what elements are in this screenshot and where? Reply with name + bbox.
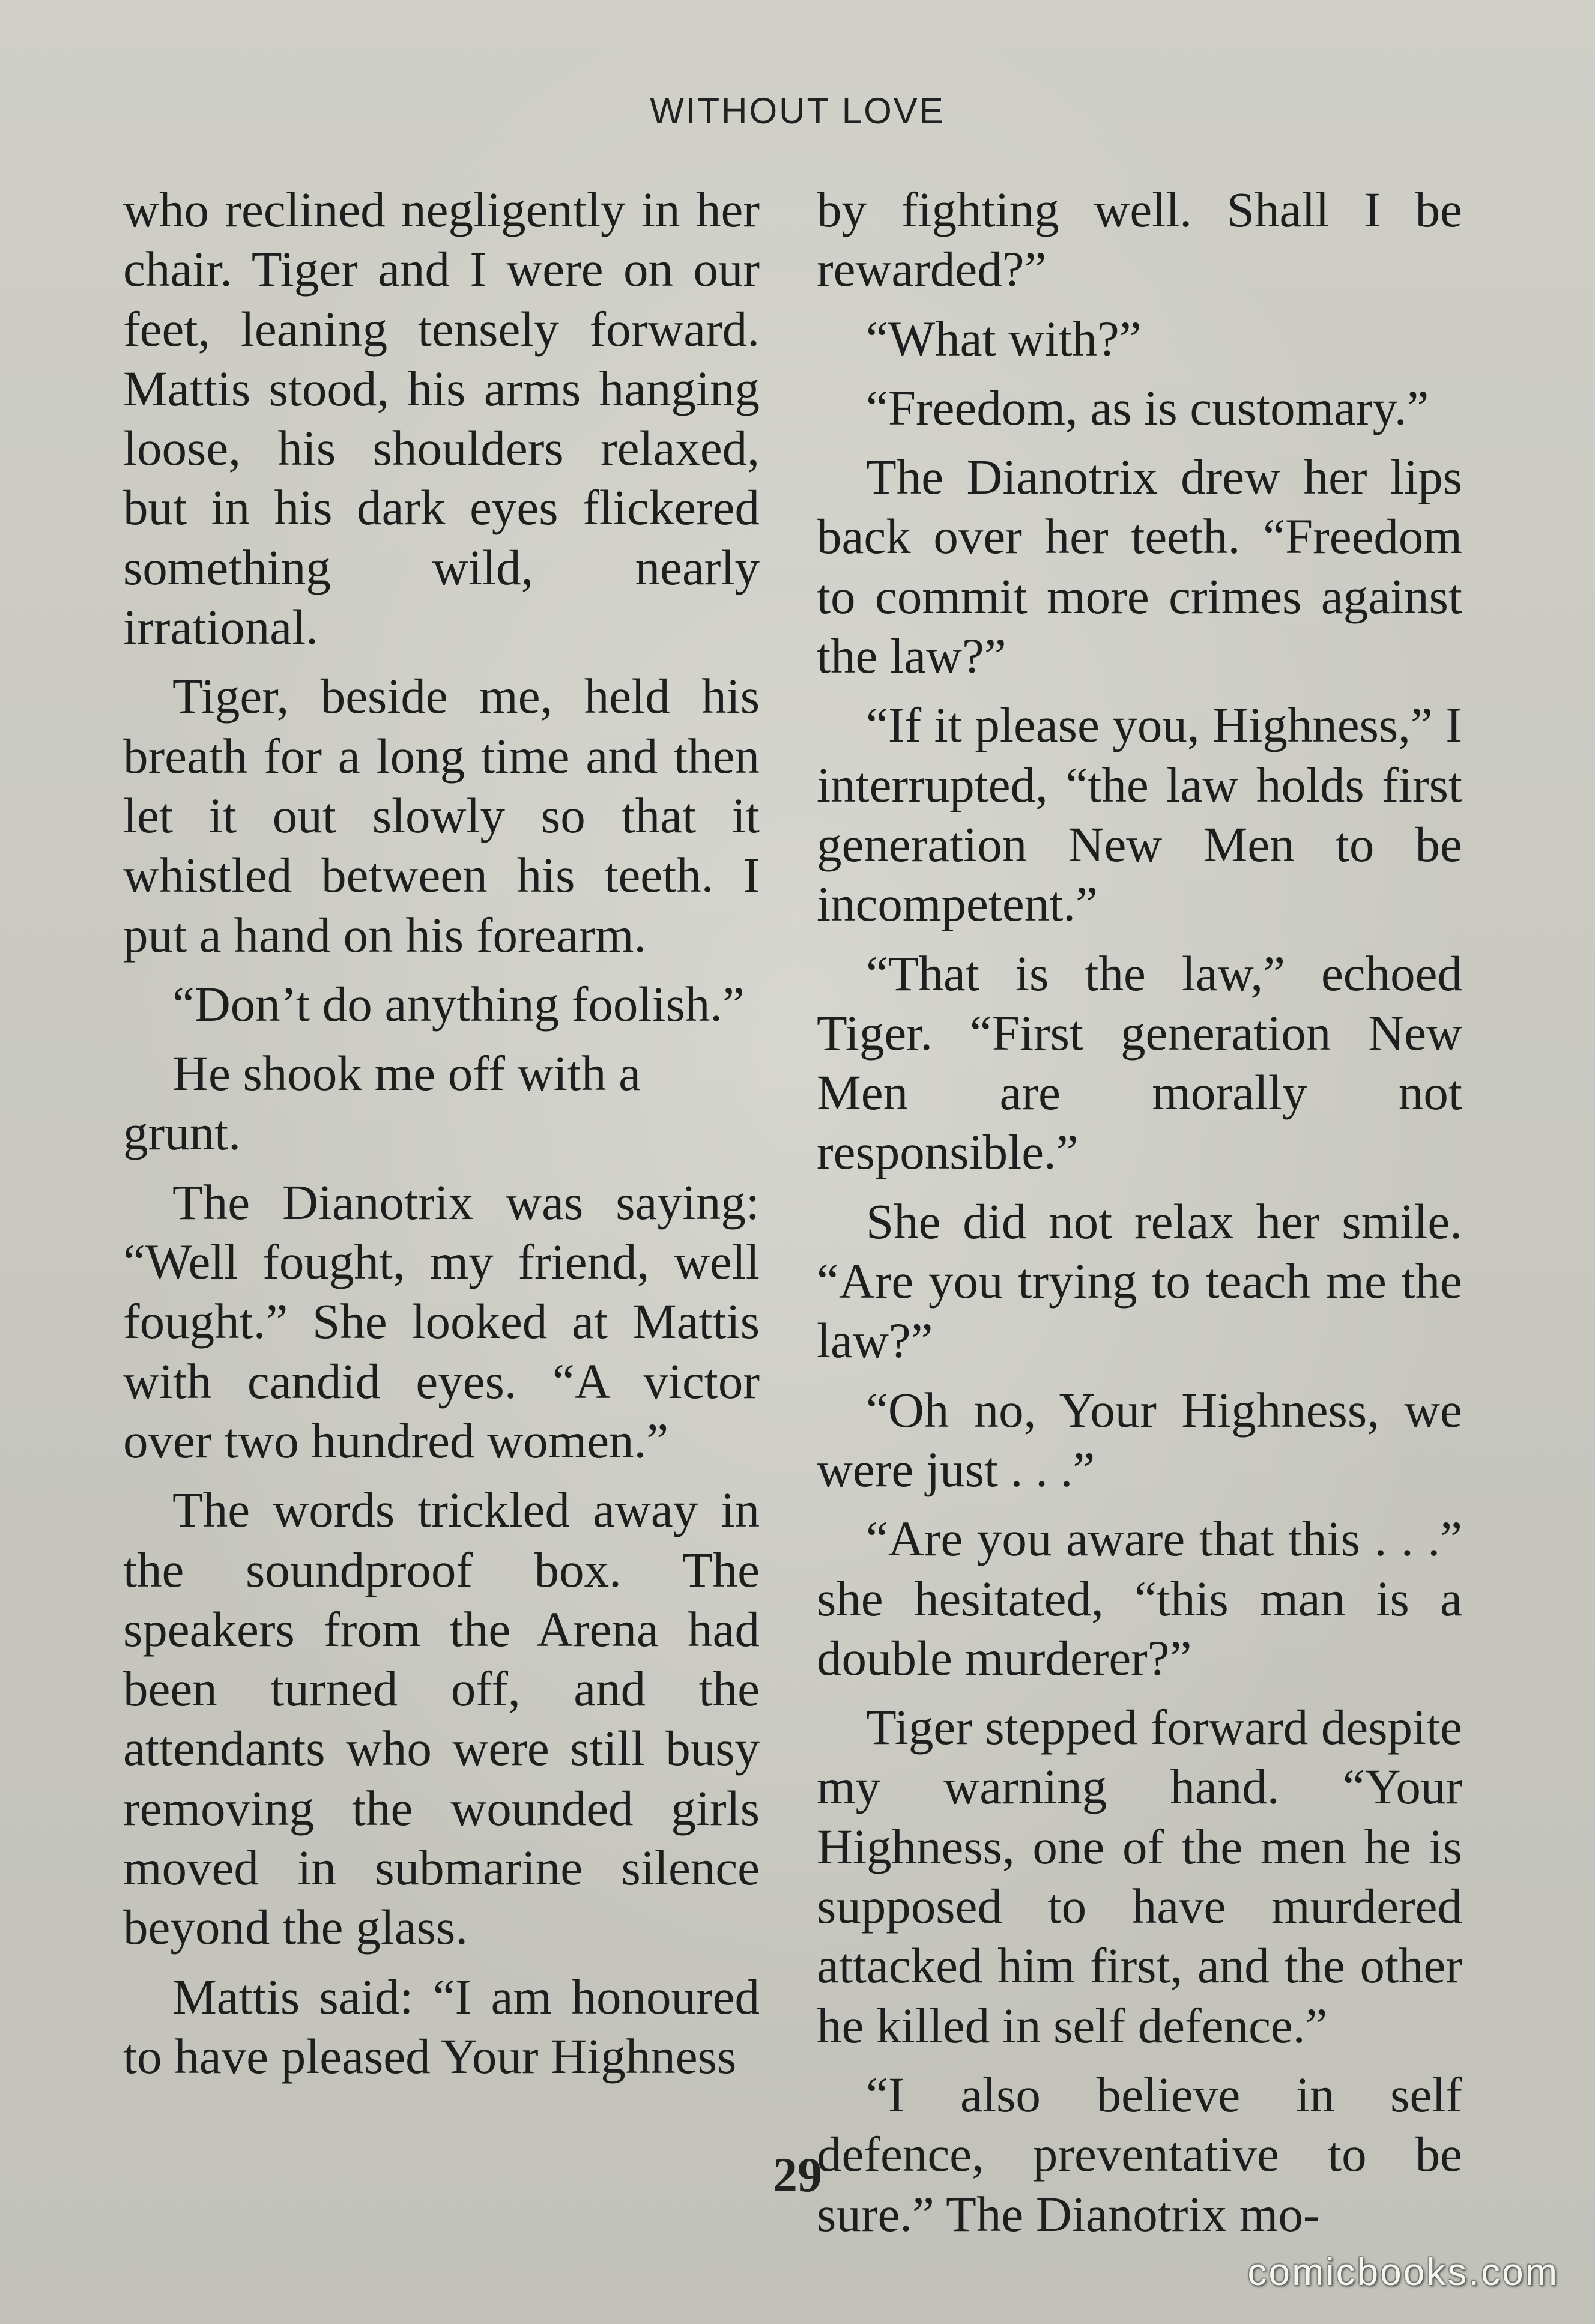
paragraph: She did not relax her smile. “Are you trying to teach me the law?” (817, 1193, 1462, 1369)
paragraph: “Freedom, as is customary.” (866, 380, 1429, 435)
paragraph: “What with?” (866, 310, 1142, 366)
right-column (817, 180, 1462, 2254)
paragraph: He shook me off with a grunt. (123, 1045, 641, 1161)
paragraph: The words trickled away in the soundproof box. The speakers from the Arena had been turned off, and the attendants who were still busy removing the wounded girls moved in submarine silence beyond the glass. (123, 1482, 760, 1955)
paragraph: “Don’t do anything foolish.” (172, 976, 745, 1032)
paragraph: “That is the law,” echoed Tiger. “First generation New Men are morally not responsible.” (817, 945, 1462, 1180)
running-head: WITHOUT LOVE (650, 91, 945, 131)
paragraph: who reclined negligently in her chair. Tiger and I were on our feet, leaning tensely forward. Mattis stood, his arms hanging loose, his shoulders relaxed, but in his dark eyes flickered something wild, nearly irrational. (123, 182, 760, 655)
paragraph: “Are you aware that this . . .” she hesitated, “this man is a double murderer?” (817, 1511, 1462, 1686)
paragraph: “Oh no, Your Highness, we were just . . .” (817, 1382, 1462, 1497)
paragraph: The Dianotrix drew her lips back over her teeth. “Freedom to commit more crimes against the law?” (817, 449, 1462, 684)
paragraph: Mattis said: “I am honoured to have pleased Your Highness (123, 1968, 760, 2084)
paragraph: “If it please you, Highness,” I interrupted, “the law holds first generation New Men to be incompetent.” (817, 697, 1462, 932)
paragraph: The Dianotrix was saying: “Well fought, my friend, well fought.” She looked at Mattis with candid eyes. “A victor over two hundred women.” (123, 1174, 760, 1468)
paragraph: Tiger stepped forward despite my warning hand. “Your Highness, one of the men he is supposed to have murdered attacked him first, and the other he killed in self defence.” (817, 1699, 1462, 2053)
left-column (123, 180, 760, 2096)
paragraph: Tiger, beside me, held his breath for a long time and then let it out slowly so that it whistled between his teeth. I put a hand on his forearm. (123, 668, 760, 963)
page-number: 29 (773, 2147, 822, 2202)
paragraph: by fighting well. Shall I be rewarded?” (817, 182, 1462, 297)
watermark: comicbooks.com (1247, 2250, 1559, 2293)
paragraph: “I also believe in self defence, preventative to be sure.” The Dianotrix mo- (817, 2066, 1462, 2242)
